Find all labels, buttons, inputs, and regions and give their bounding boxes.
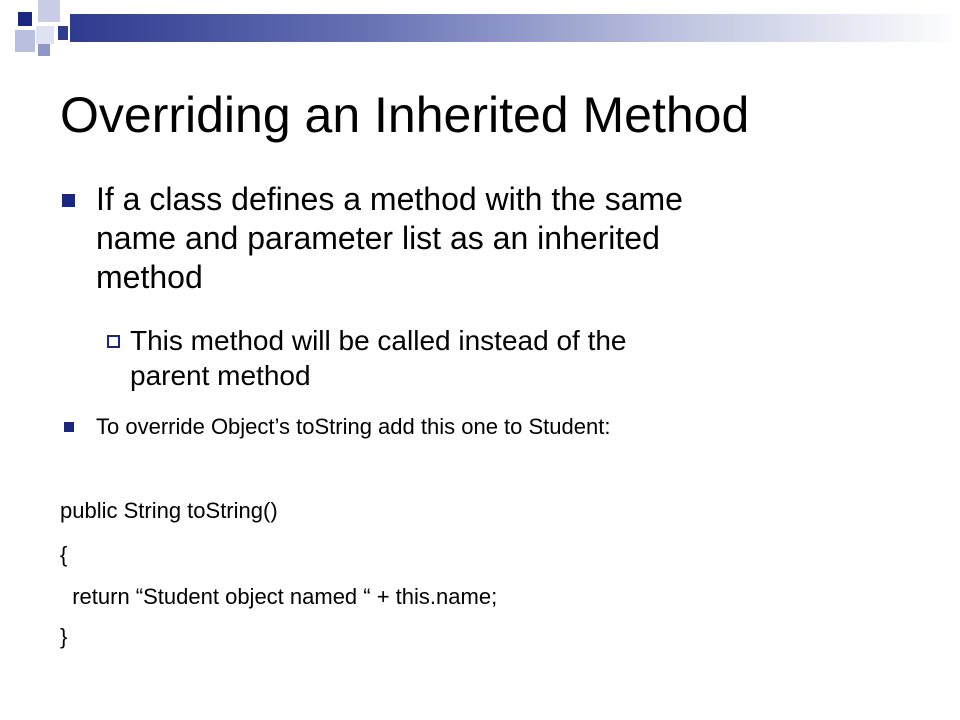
deco-square-dark xyxy=(58,26,68,40)
bullet-1-line-2: name and parameter list as an inherited xyxy=(96,220,660,256)
header-decoration xyxy=(0,0,960,60)
bullet-1-line-1: If a class defines a method with the same xyxy=(96,181,683,217)
sub-bullet-line-1: This method will be called instead of the xyxy=(130,325,627,356)
header-gradient-bar xyxy=(70,14,960,42)
deco-square-light xyxy=(15,30,35,52)
slide-title: Overriding an Inherited Method xyxy=(60,87,750,143)
deco-square-mid xyxy=(38,44,50,56)
bullet-square-icon xyxy=(62,194,75,207)
code-line-1: public String toString() xyxy=(60,498,278,523)
deco-square-light xyxy=(36,26,54,44)
code-line-3: return “Student object named “ + this.name; xyxy=(60,584,498,609)
sub-bullet-line-2: parent method xyxy=(130,360,311,391)
bullet-square-icon xyxy=(64,422,74,432)
deco-square-dark xyxy=(18,12,32,26)
bullet-1-line-3: method xyxy=(96,259,203,295)
deco-square-light xyxy=(38,0,60,22)
bullet-2-line-1: To override Object’s toString add this one to Student: xyxy=(96,414,611,439)
code-line-2: { xyxy=(60,542,68,567)
sub-bullet-hollow-square-icon xyxy=(107,335,120,348)
code-line-4: } xyxy=(60,624,68,649)
